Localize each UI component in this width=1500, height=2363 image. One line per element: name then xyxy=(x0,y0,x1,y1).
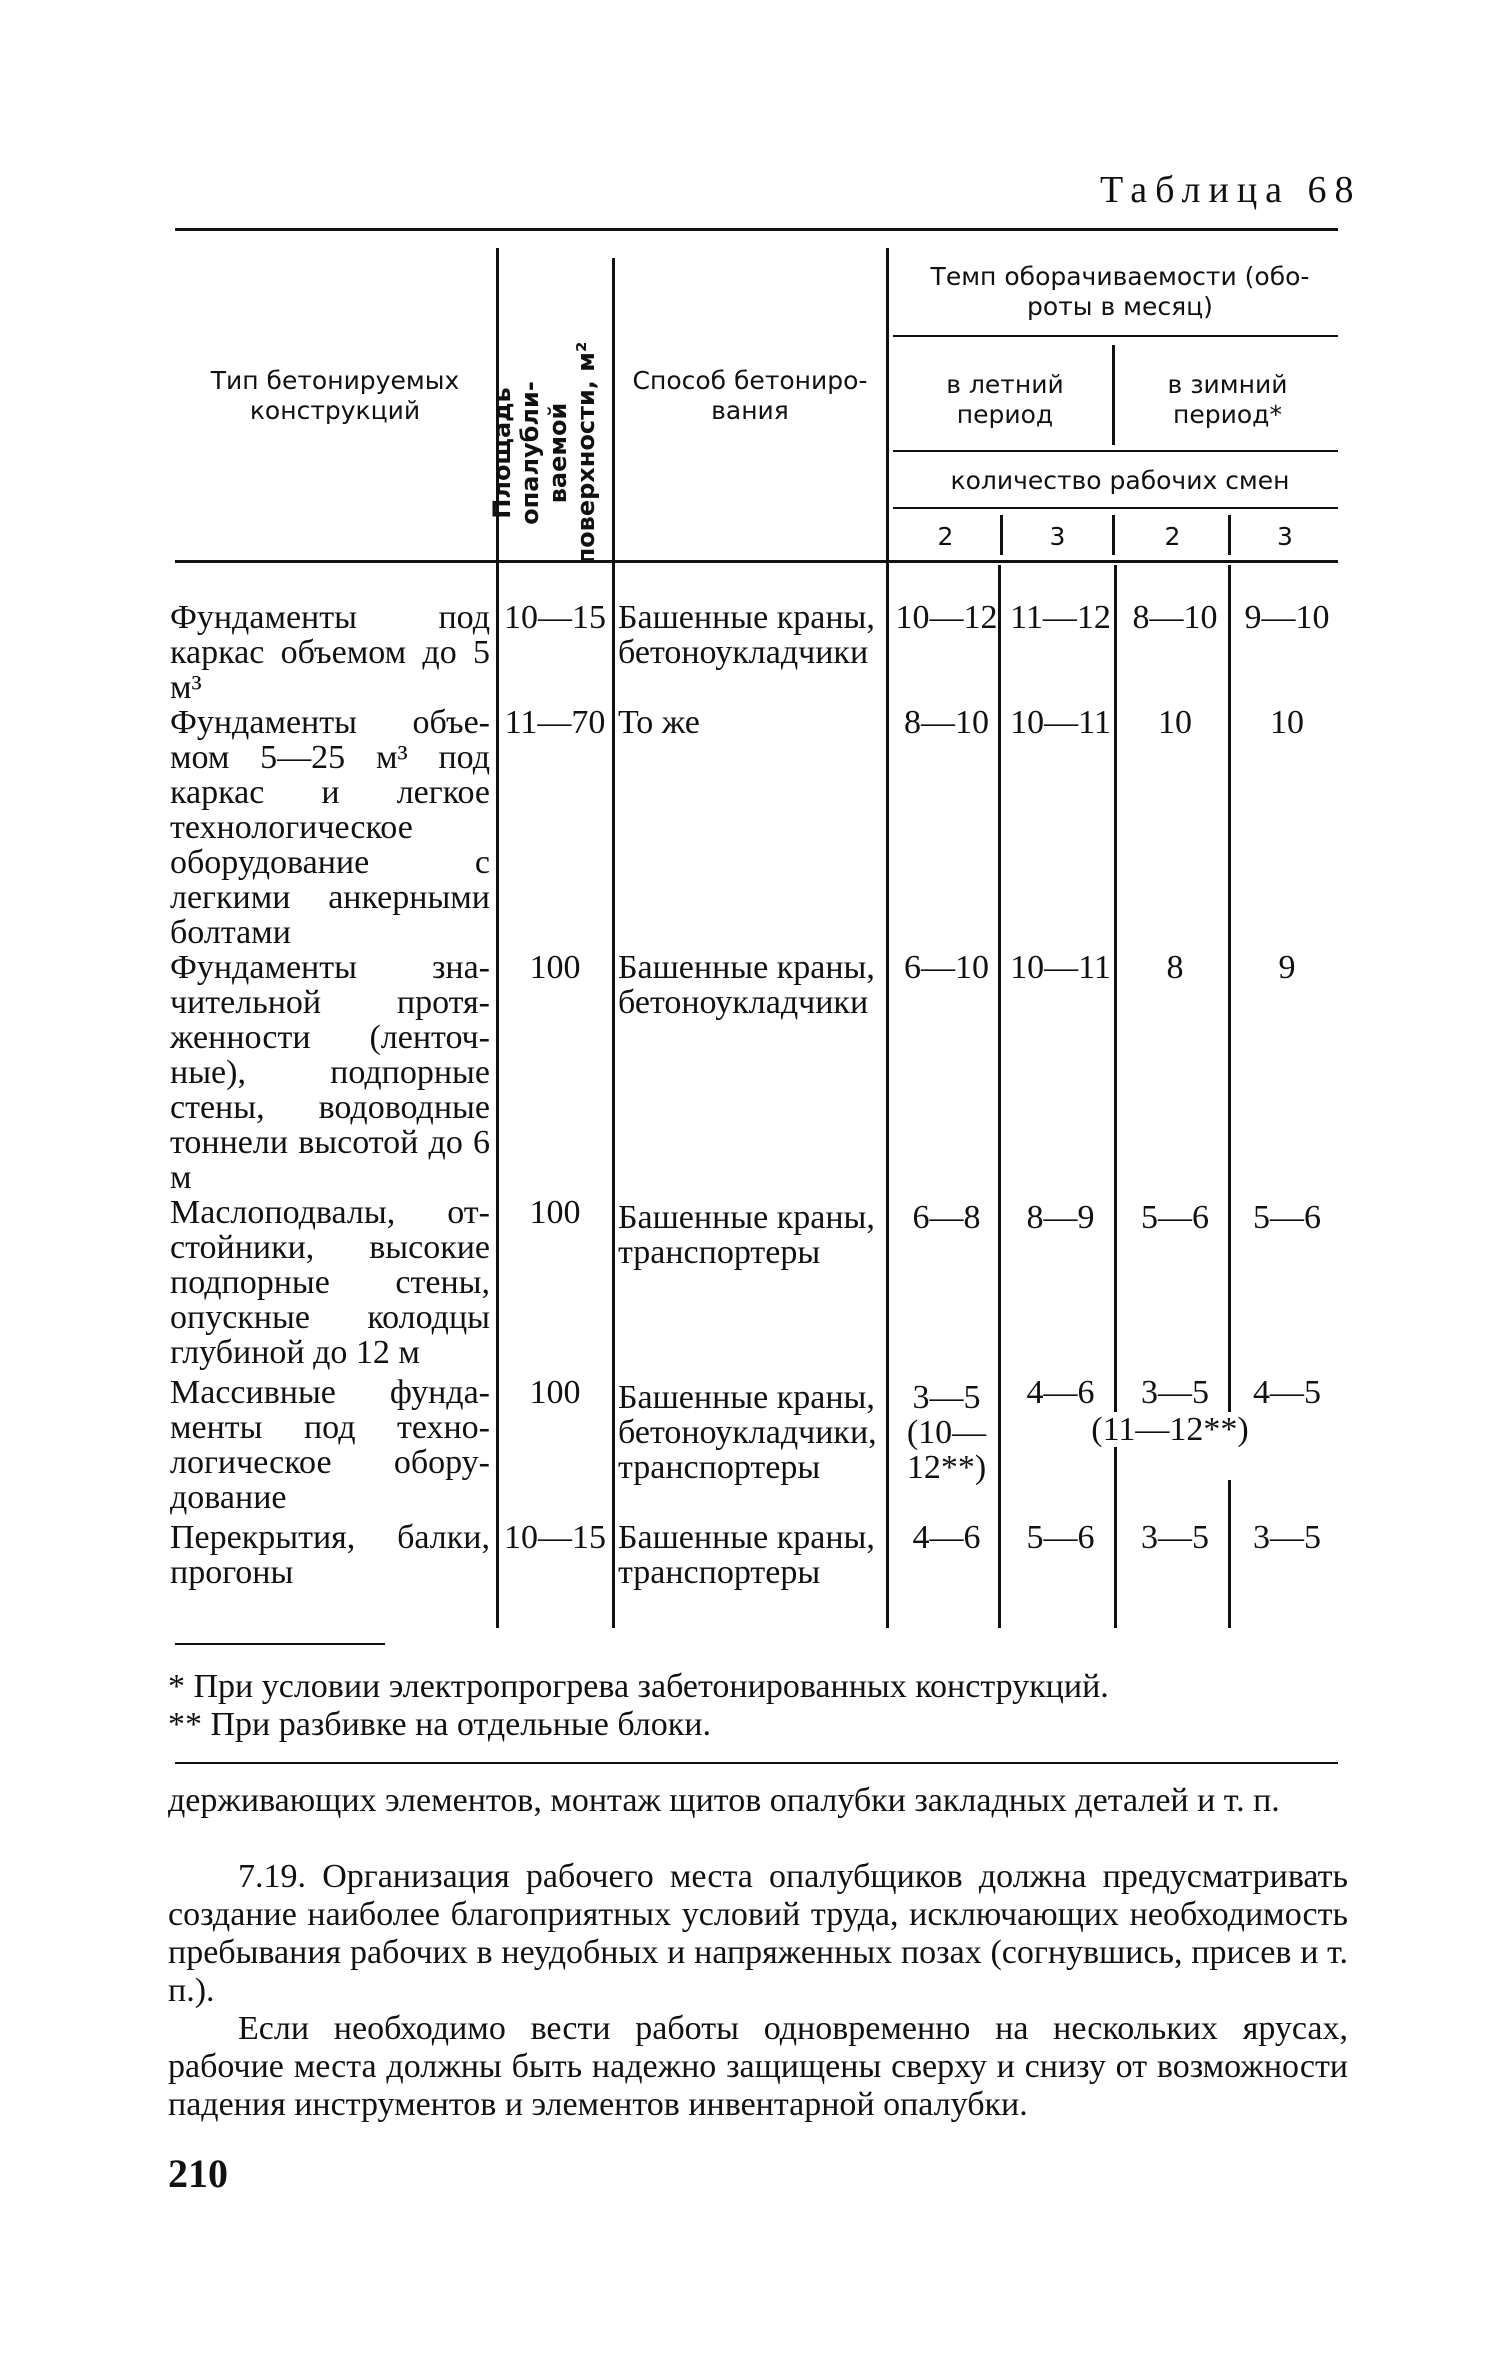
row-3-method: Башенные краны, бетоноукладчики xyxy=(618,949,875,1021)
row-2-method: То же xyxy=(618,704,700,741)
row-1-summer-2: 10—12 xyxy=(895,599,998,636)
page-number: 210 xyxy=(168,2151,228,2196)
row-2-type: Фундаменты объемом 5—25 м³ под каркас и легкое технологическое оборудование с легкими анкерными болтами xyxy=(170,704,490,951)
row-5-summer-3: 4—6 xyxy=(1026,1374,1095,1411)
row-6-summer-2: 4—6 xyxy=(912,1519,981,1556)
header-winter-2: 2 xyxy=(1164,522,1181,551)
row-4-winter-2: 5—6 xyxy=(1141,1199,1209,1236)
row-6-area: 10—15 xyxy=(504,1519,606,1556)
col-divider xyxy=(1112,345,1115,445)
header-winter: в зимний период* xyxy=(1167,370,1288,429)
footnote-2: ** При разбивке на отдельные блоки. xyxy=(168,1706,711,1743)
row-3-type: Фундаменты значительной протяженности (ленточные), подпорные стены, водоводные тоннели высотой до 6 м xyxy=(170,949,490,1196)
paragraph-2: 7.19. Организация рабочего места опалубщиков должна предусматривать создание наиболее благоприятных условий труда, исключающих необходимость пребывания рабочих в неудобных и напряженных позах (согнувшись, присев и т. п.). xyxy=(168,1858,1348,2009)
row-4-summer-3: 8—9 xyxy=(1026,1199,1095,1236)
col-divider xyxy=(1228,515,1231,555)
row-2-winter-3: 10 xyxy=(1270,704,1304,741)
header-winter-3: 3 xyxy=(1277,522,1293,551)
row-6-method: Башенные краны, транспортеры xyxy=(618,1519,875,1591)
row-4-type: Маслоподвалы, отстойники, высокие подпорные стены, опускные колодцы глубиной до 12 м xyxy=(170,1194,490,1371)
col-divider xyxy=(612,258,615,1628)
row-3-summer-3: 10—11 xyxy=(1010,949,1111,986)
row-3-winter-3: 9 xyxy=(1278,949,1296,986)
separator-rule xyxy=(175,1762,1338,1764)
row-4-summer-2: 6—8 xyxy=(912,1199,981,1236)
row-4-method: Башенные краны, транспортеры xyxy=(618,1199,875,1271)
rule xyxy=(893,450,1338,452)
row-1-winter-3: 9—10 xyxy=(1244,599,1330,636)
row-2-summer-3: 10—11 xyxy=(1010,704,1111,741)
row-6-type: Перекрытия, балки, прогоны xyxy=(170,1519,490,1591)
row-3-winter-2: 8 xyxy=(1166,949,1184,986)
footnote-rule xyxy=(175,1643,385,1645)
paragraph-1: держивающих элементов, монтаж щитов опалубки закладных деталей и т. п. xyxy=(168,1782,1280,1819)
col-divider xyxy=(1112,515,1115,555)
row-4-winter-3: 5—6 xyxy=(1253,1199,1321,1236)
table-title: Таблица 68 xyxy=(1100,169,1362,211)
row-2-summer-2: 8—10 xyxy=(904,704,989,741)
row-6-summer-3: 5—6 xyxy=(1026,1519,1095,1556)
row-3-summer-2: 6—10 xyxy=(904,949,989,986)
row-6-winter-2: 3—5 xyxy=(1141,1519,1209,1556)
row-4-area: 100 xyxy=(529,1194,581,1231)
table-top-rule xyxy=(175,228,1338,231)
row-5-type: Массивные фундаменты под технологическое оборудование xyxy=(170,1374,490,1516)
header-summer-2: 2 xyxy=(937,522,954,551)
row-1-winter-2: 8—10 xyxy=(1132,599,1218,636)
row-5-area: 100 xyxy=(529,1374,581,1411)
row-5-winter-note: (11—12**) xyxy=(1060,1412,1280,1447)
row-6-winter-3: 3—5 xyxy=(1253,1519,1321,1556)
header-type: Тип бетонируемых конструкций xyxy=(210,366,460,425)
row-5-winter-2: 3—5 xyxy=(1141,1374,1209,1411)
paragraph-3: Если необходимо вести работы одновременно на нескольких ярусах, рабочие места должны быть надежно защищены сверху и снизу от возможности падения инструментов и элементов инвентарной опалубки. xyxy=(168,2010,1348,2123)
row-1-type: Фундаменты под каркас объемом до 5 м³ xyxy=(170,599,490,706)
row-2-area: 11—70 xyxy=(504,704,606,741)
row-5-winter-3: 4—5 xyxy=(1253,1374,1321,1411)
header-rate: Темп оборачиваемости (обороты в месяц) xyxy=(930,262,1310,321)
header-summer-3: 3 xyxy=(1049,522,1066,551)
row-3-area: 100 xyxy=(529,949,581,986)
header-method: Способ бетонирования xyxy=(632,366,868,425)
rule xyxy=(893,335,1338,337)
row-1-method: Башенные краны, бетоноукладчики xyxy=(618,599,875,671)
rule xyxy=(893,507,1338,509)
header-bottom-rule xyxy=(175,560,1338,563)
header-shifts: количество рабочих смен xyxy=(950,466,1290,495)
row-1-area: 10—15 xyxy=(504,599,606,636)
row-1-summer-3: 11—12 xyxy=(1010,599,1111,636)
header-area: Площадь опалубливаемой поверхности, м² xyxy=(488,341,600,565)
col-divider xyxy=(1228,565,1231,1425)
header-summer: в летний период xyxy=(946,370,1064,429)
row-5-method: Башенные краны, бетоноукладчики, транспортеры xyxy=(618,1379,877,1486)
row-5-summer-2: 3—5 (10—12**) xyxy=(906,1379,987,1486)
footnote-1: * При условии электропрогрева забетонированных конструкций. xyxy=(168,1668,1109,1705)
row-2-winter-2: 10 xyxy=(1158,704,1192,741)
